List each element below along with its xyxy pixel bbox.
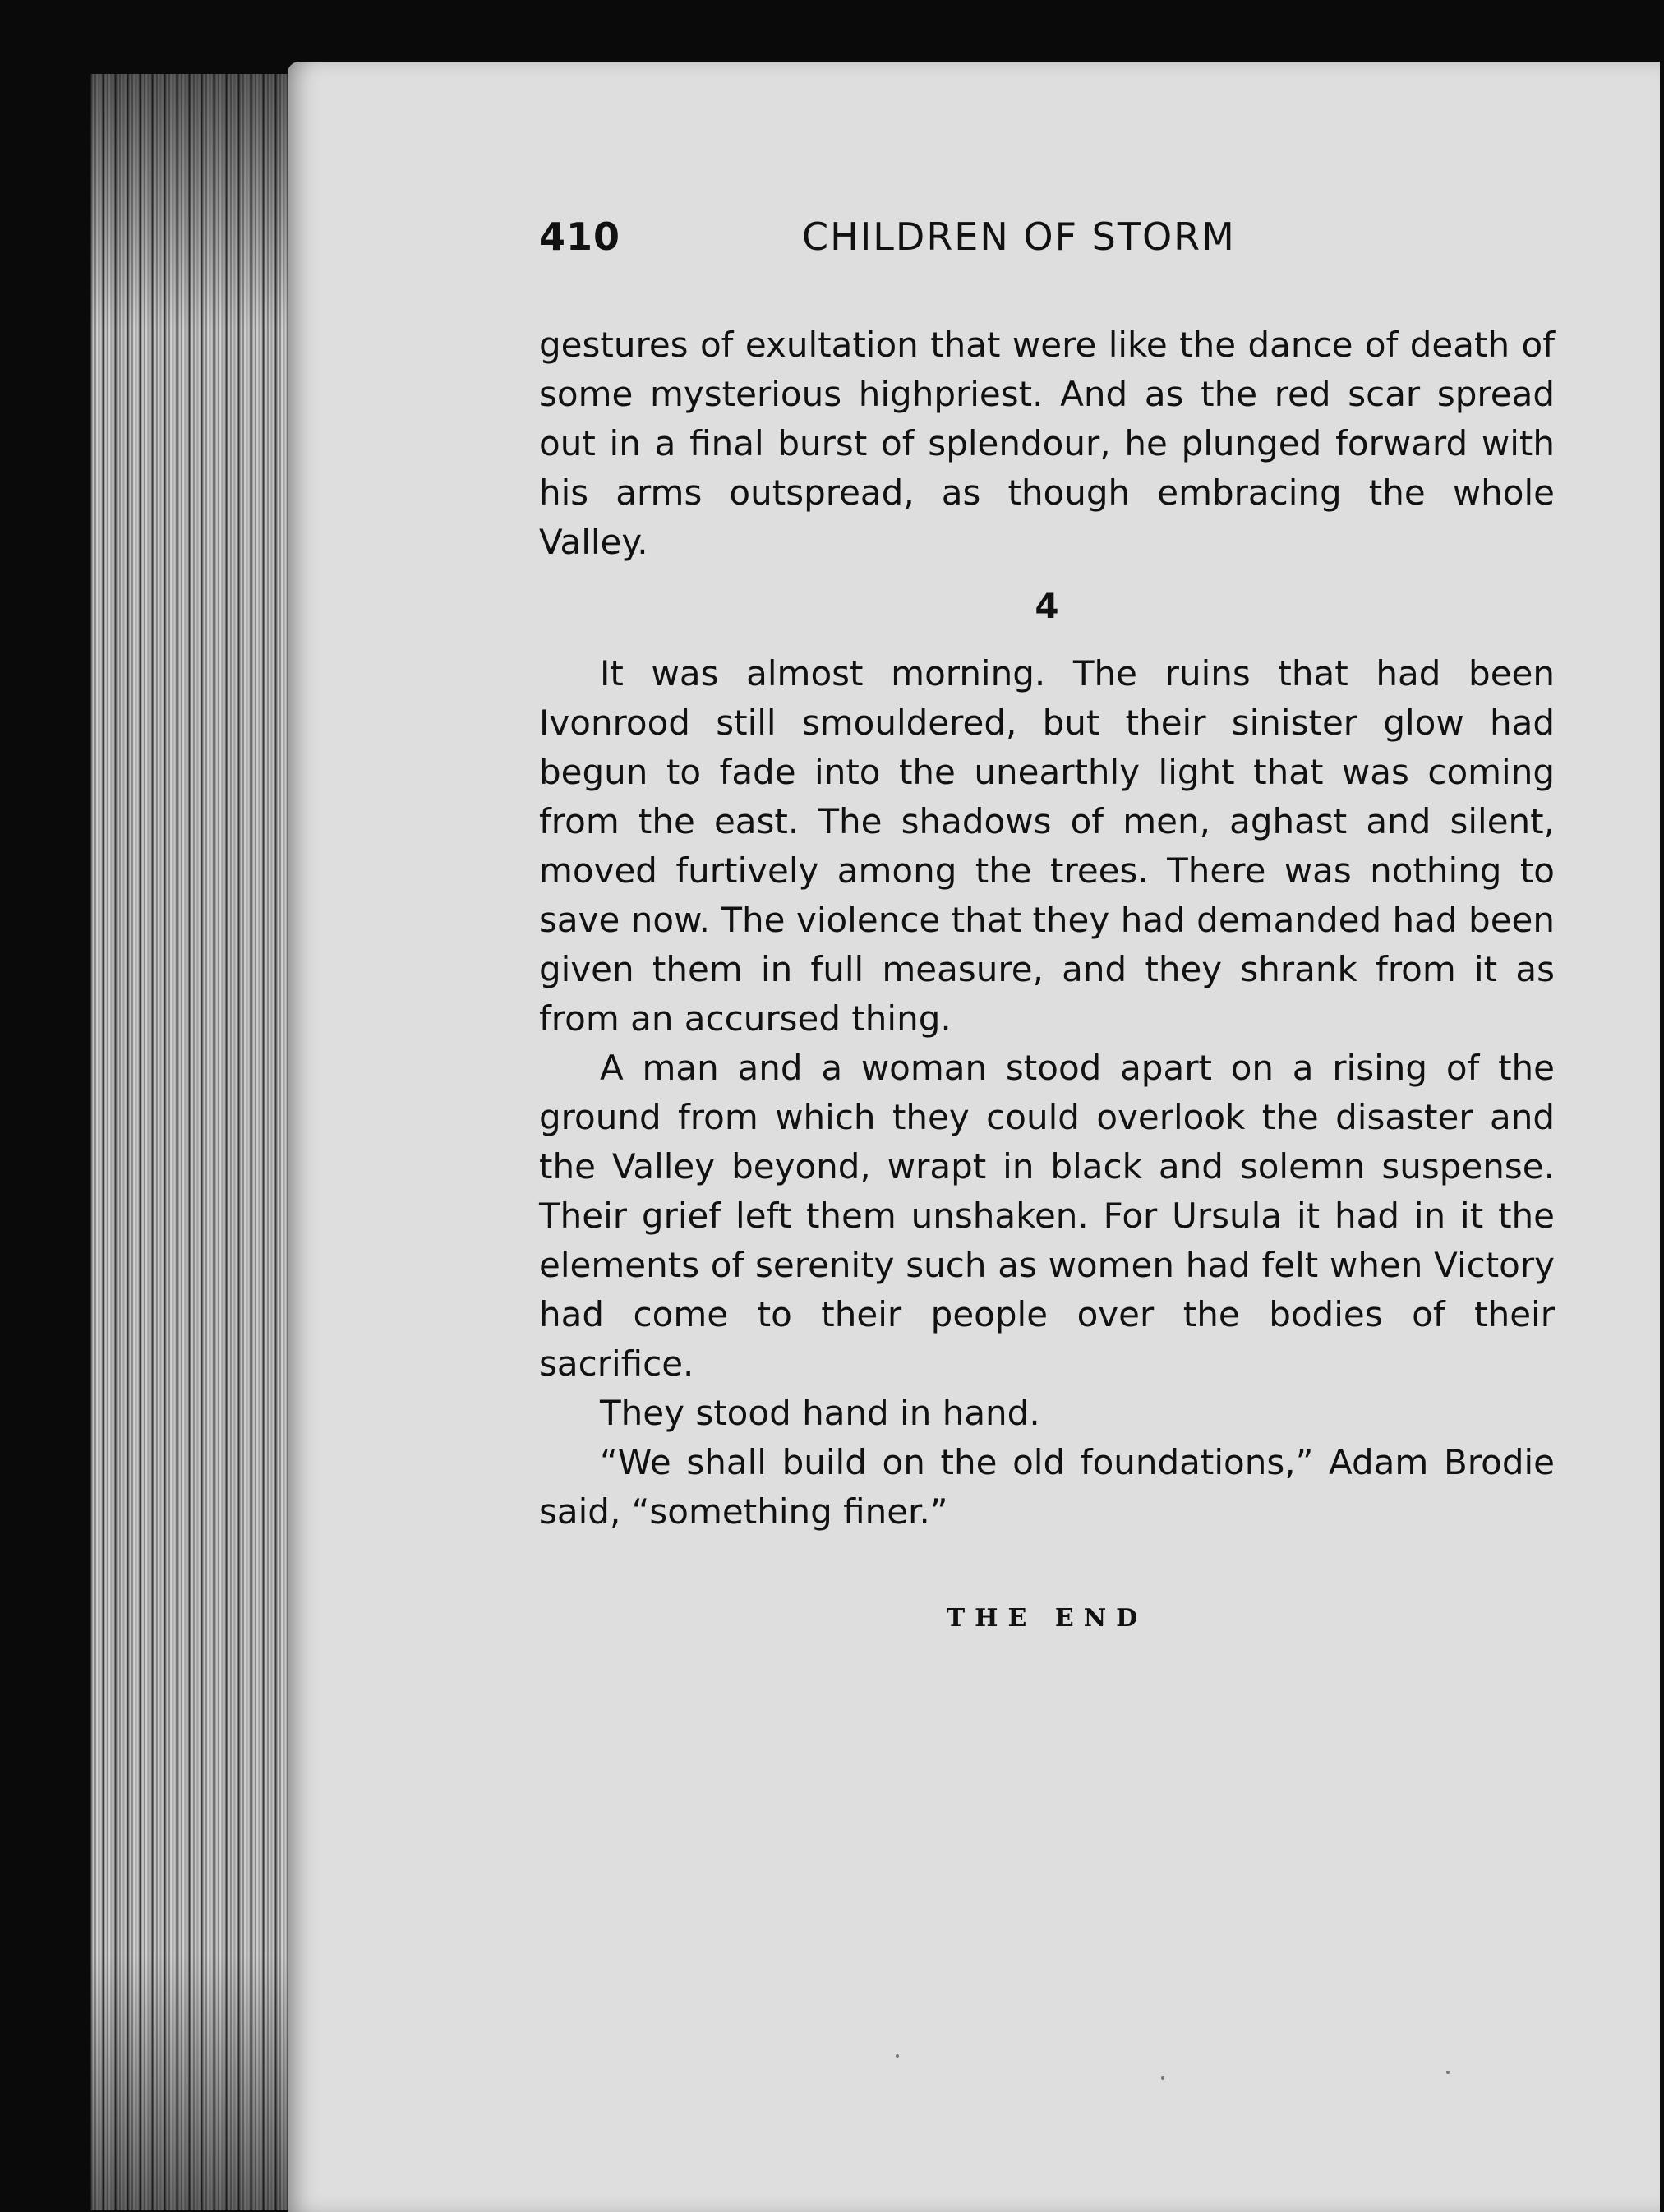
paragraph-hand-in-hand: They stood hand in hand. [600, 1393, 1040, 1433]
paragraph-final-quote: “We shall build on the old foundations,” Adam Brodie said, “something finer.” [539, 1442, 1555, 1532]
paragraph-morning: It was almost morning. The ruins that had been Ivonrood still smouldered, but their sinister glow had begun to fade into the unearthly light that was coming from the east. The shadows of men, aghast and silent, moved furtively among the trees. There was nothing to save now. The violence that they had demanded had been given them in full measure, and they shrank from it as from an accursed thing. [539, 653, 1555, 1039]
scan-speck [1161, 2076, 1164, 2080]
book-page [288, 62, 1660, 2212]
page-edges [90, 74, 296, 2210]
paragraph-continued: gestures of exultation that were like the dance of death of some mysterious highpriest. And as the red scar spread out in a final burst of splendour, he plunged forward with his arms outspread, as though embracing the whole Valley. [539, 325, 1555, 562]
the-end-marker: THE END [946, 1604, 1148, 1633]
scan-speck [896, 2054, 899, 2058]
body-text [539, 320, 1555, 1643]
scan-speck [1446, 2071, 1450, 2074]
section-number: 4 [1035, 586, 1059, 626]
paragraph-man-and-woman: A man and a woman stood apart on a rising of the ground from which they could overlook the disaster and the Valley beyond, wrapt in black and solemn suspense. Their grief left them unshaken. For Ursula it had in it the elements of serenity such as women had felt when Victory had come to their people over the bodies of their sacrifice. [539, 1048, 1555, 1384]
running-head [539, 214, 1555, 272]
book-title: CHILDREN OF STORM [802, 214, 1236, 259]
page-number: 410 [539, 214, 621, 259]
